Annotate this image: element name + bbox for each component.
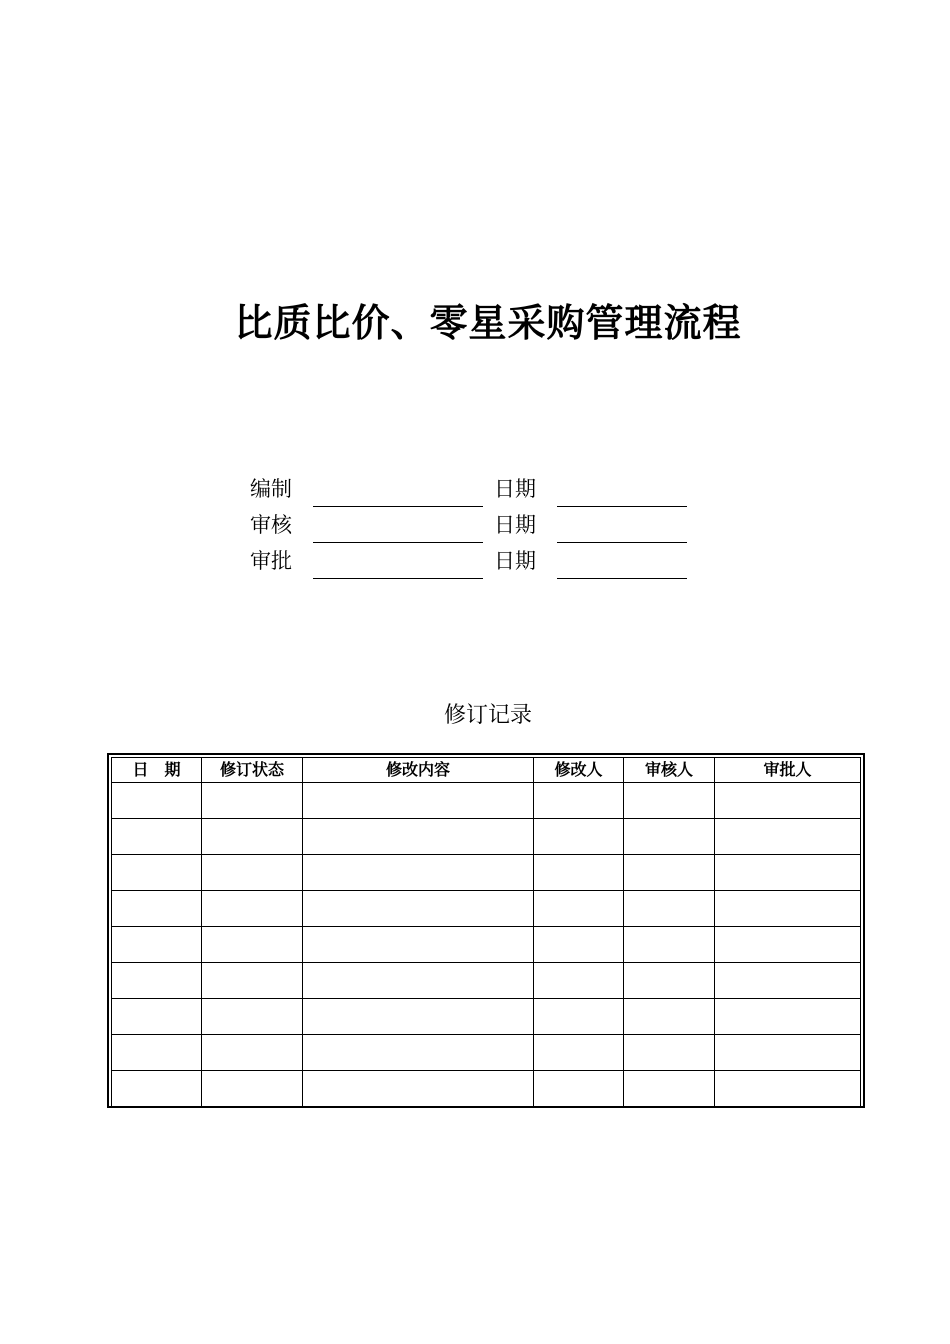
table-cell	[624, 999, 715, 1035]
prepared-date-line	[557, 506, 687, 507]
column-header-date: 日 期	[112, 758, 202, 783]
table-cell	[534, 783, 624, 819]
table-cell	[303, 1035, 534, 1071]
table-cell	[715, 1071, 861, 1107]
table-cell	[715, 927, 861, 963]
revision-record-body	[112, 783, 861, 1107]
table-cell	[624, 1071, 715, 1107]
approved-by-label: 审批	[250, 549, 292, 573]
reviewed-by-label: 审核	[250, 513, 292, 537]
prepared-date-label: 日期	[494, 477, 536, 501]
table-cell	[303, 999, 534, 1035]
document-title: 比质比价、零星采购管理流程	[234, 301, 742, 345]
table-cell	[202, 855, 303, 891]
prepared-by-signature-line	[313, 506, 483, 507]
table-cell	[202, 1071, 303, 1107]
table-row	[112, 963, 861, 999]
table-cell	[715, 819, 861, 855]
table-cell	[624, 963, 715, 999]
column-header-revision-content: 修改内容	[303, 758, 534, 783]
table-cell	[303, 963, 534, 999]
table-cell	[715, 855, 861, 891]
table-cell	[624, 819, 715, 855]
table-cell	[303, 819, 534, 855]
table-cell	[624, 891, 715, 927]
revision-record-table-frame	[107, 753, 865, 1108]
sign-off-row-prepared	[250, 474, 700, 510]
table-cell	[715, 999, 861, 1035]
table-cell	[202, 927, 303, 963]
table-cell	[534, 963, 624, 999]
table-row	[112, 1035, 861, 1071]
sign-off-row-reviewed	[250, 510, 700, 546]
table-cell	[534, 891, 624, 927]
sign-off-block	[250, 474, 700, 582]
table-cell	[534, 999, 624, 1035]
prepared-by-label: 编制	[250, 477, 292, 501]
table-cell	[112, 999, 202, 1035]
table-cell	[202, 891, 303, 927]
table-cell	[112, 927, 202, 963]
table-row	[112, 1071, 861, 1107]
table-cell	[534, 1071, 624, 1107]
table-cell	[715, 963, 861, 999]
table-row	[112, 855, 861, 891]
reviewed-date-line	[557, 542, 687, 543]
table-cell	[303, 891, 534, 927]
table-cell	[715, 783, 861, 819]
table-row	[112, 999, 861, 1035]
reviewed-date-label: 日期	[494, 513, 536, 537]
approved-by-signature-line	[313, 578, 483, 579]
table-cell	[624, 927, 715, 963]
table-cell	[112, 963, 202, 999]
table-cell	[112, 783, 202, 819]
table-cell	[202, 819, 303, 855]
table-cell	[112, 891, 202, 927]
column-header-modified-by: 修改人	[534, 758, 624, 783]
table-cell	[112, 1035, 202, 1071]
table-cell	[112, 855, 202, 891]
reviewed-by-signature-line	[313, 542, 483, 543]
table-row	[112, 891, 861, 927]
table-cell	[202, 783, 303, 819]
table-cell	[534, 819, 624, 855]
table-cell	[624, 1035, 715, 1071]
table-cell	[202, 1035, 303, 1071]
table-row	[112, 783, 861, 819]
table-cell	[112, 819, 202, 855]
table-cell	[534, 855, 624, 891]
approved-date-line	[557, 578, 687, 579]
table-cell	[303, 927, 534, 963]
table-header-row	[112, 758, 861, 783]
column-header-revision-status: 修订状态	[202, 758, 303, 783]
table-cell	[202, 963, 303, 999]
table-cell	[303, 1071, 534, 1107]
approved-date-label: 日期	[494, 549, 536, 573]
table-cell	[715, 1035, 861, 1071]
revision-record-table	[111, 757, 861, 1107]
table-cell	[624, 783, 715, 819]
sign-off-row-approved	[250, 546, 700, 582]
table-cell	[112, 1071, 202, 1107]
revision-record-heading: 修订记录	[443, 703, 532, 728]
table-cell	[303, 783, 534, 819]
table-row	[112, 819, 861, 855]
column-header-reviewed-by: 审核人	[624, 758, 715, 783]
table-row	[112, 927, 861, 963]
column-header-approved-by: 审批人	[715, 758, 861, 783]
table-cell	[303, 855, 534, 891]
table-cell	[534, 927, 624, 963]
table-cell	[534, 1035, 624, 1071]
table-cell	[202, 999, 303, 1035]
table-cell	[715, 891, 861, 927]
table-cell	[624, 855, 715, 891]
